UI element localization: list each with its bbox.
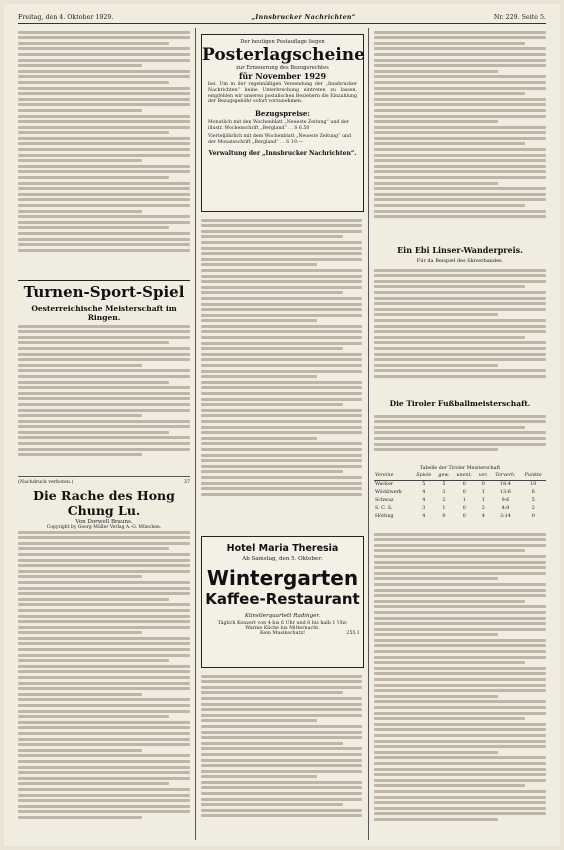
ad-date: Ab Samstag, den 5. Oktober: xyxy=(242,556,323,562)
table-cell: 0 xyxy=(442,514,446,519)
middle-column-news-bottom xyxy=(201,672,362,840)
table-header-cell: Spiele xyxy=(412,472,435,481)
subscription-notice-box xyxy=(201,34,364,212)
article-text xyxy=(18,31,190,277)
league-table xyxy=(374,466,546,528)
linser-heading xyxy=(374,242,546,262)
table-cell: 2 xyxy=(442,498,446,503)
header-rule xyxy=(18,23,546,24)
table-cell: 0 xyxy=(462,490,466,495)
table-header-cell: Vereine xyxy=(374,472,412,481)
installment-number: 37 xyxy=(183,480,190,485)
notice-intro: Der heutigen Postauflage liegen xyxy=(240,39,325,45)
notice-sub1: zur Erneuerung des Bezugsrechtes xyxy=(236,65,329,71)
table-row xyxy=(374,505,546,513)
ad-code: 255 I xyxy=(346,631,359,636)
right-column-news-bottom xyxy=(374,530,546,842)
subheading-wanderpreis: Für da Beispiel des Skiverbandes. xyxy=(416,258,504,264)
price-monthly: Monatlich mit den Wochenblatt „Neueste Zeitung“ und der illustr. Wochenschrift „Bergland“ . . S 6.50 xyxy=(208,120,349,131)
newspaper-page xyxy=(4,4,560,846)
table-cell: 0 xyxy=(462,482,466,487)
page-header xyxy=(18,12,546,22)
serial-text xyxy=(18,528,190,840)
notice-title: Posterlagscheine xyxy=(202,45,365,65)
table-cell: 1 xyxy=(481,490,485,495)
ad-music-text: Kein Musikschutz! xyxy=(259,631,306,636)
table-cell: 1 xyxy=(442,506,446,511)
table-cell: 5 xyxy=(442,482,446,487)
table-cell: 0 xyxy=(481,482,485,487)
table-cell: 3 xyxy=(442,490,446,495)
header-masthead: „Innsbrucker Nachrichten“ xyxy=(251,13,356,21)
table-cell: 4 xyxy=(422,490,426,495)
table-title: Tabelle der Tiroler Meisterschaft xyxy=(419,466,501,471)
notice-month: für November 1929 xyxy=(238,71,327,81)
table-cell: 4 xyxy=(422,514,426,519)
table-cell: Hötting xyxy=(375,514,394,519)
table-header-cell: Torverh. xyxy=(490,472,520,481)
standings-table xyxy=(374,472,546,521)
hotel-advertisement xyxy=(201,536,364,668)
table-cell: 1 xyxy=(462,498,466,503)
heading-wanderpreis: Ein Ebi Linser-Wanderpreis. xyxy=(397,245,523,255)
sports-section-header xyxy=(18,280,190,320)
table-cell: 3 xyxy=(422,506,426,511)
table-cell: 5 xyxy=(531,498,535,503)
table-cell: 13:6 xyxy=(500,490,511,495)
table-cell: 5 xyxy=(422,482,426,487)
table-header-row xyxy=(374,472,546,481)
table-cell: 0 xyxy=(462,514,466,519)
table-cell: 9:6 xyxy=(501,498,510,503)
table-cell: S. C. S. xyxy=(375,506,393,511)
table-cell: 18:4 xyxy=(500,482,511,487)
table-header-cell: ver. xyxy=(476,472,490,481)
ad-music-note xyxy=(202,631,363,636)
section-rule xyxy=(18,476,190,477)
column-rule xyxy=(195,28,196,840)
table-cell: 6 xyxy=(531,490,535,495)
left-column-news xyxy=(18,28,190,278)
notice-text: bei. Um in der regelmäßigen Versendung der „Innsbrucker Nachrichten“ keine Unterbrechung eintreten zu lassen, empfehlen wir unseren postalischen Beziehern die Einzahlung der Bezugsgebühr sofort vorzunehmen. xyxy=(208,82,357,105)
right-column-news-mid xyxy=(374,266,546,394)
ad-kaffee-restaurant: Kaffee-Restaurant xyxy=(205,590,360,608)
serial-header xyxy=(18,480,190,530)
serial-author: Von Dorwell Brauns. xyxy=(75,519,133,525)
table-cell: Wöcklwerk xyxy=(375,490,402,495)
football-intro xyxy=(374,412,546,464)
ad-concert-times: Täglich Konzert von 4 bis 6 Uhr und 8 bis halb 1 Uhr. xyxy=(217,621,348,626)
header-date: Freitag, den 4. Oktober 1929. xyxy=(18,13,114,21)
right-column-news-top xyxy=(374,28,546,242)
ad-quartet: Künstlerquartett Radinger. xyxy=(244,613,321,619)
prices-title: Bezugspreise: xyxy=(255,109,310,119)
table-row xyxy=(374,481,546,490)
sports-subtitle: Oesterreichische Meisterschaft im Ringen. xyxy=(31,304,177,322)
table-row xyxy=(374,489,546,497)
serial-title: Die Rache des Hong Chung Lu. xyxy=(33,488,175,518)
table-row xyxy=(374,497,546,505)
table-header-cell: unent. xyxy=(453,472,476,481)
table-cell: 0 xyxy=(531,514,535,519)
football-heading xyxy=(374,396,546,410)
table-row xyxy=(374,513,546,521)
sports-article xyxy=(18,322,190,472)
table-cell: 2 xyxy=(531,506,535,511)
ad-kitchen: Warme Küche bis Mitternacht. xyxy=(245,626,320,631)
table-cell: Schwaz xyxy=(375,498,394,503)
middle-column-news xyxy=(201,216,362,532)
table-body xyxy=(374,481,546,522)
table-cell: 10 xyxy=(530,482,537,487)
table-cell: 4 xyxy=(481,514,485,519)
serial-copyright: Copyright by Georg Müller Verlag A.-G. München. xyxy=(46,525,162,530)
table-cell: 0 xyxy=(462,506,466,511)
table-cell: 3:14 xyxy=(500,514,511,519)
table-cell: 1 xyxy=(481,498,485,503)
table-header-cell: Punkte xyxy=(520,472,546,481)
notice-signoff: Verwaltung der „Innsbrucker Nachrichten“. xyxy=(208,150,357,158)
header-page-number: Nr. 229. Seite 5. xyxy=(493,13,546,21)
table-cell: 2 xyxy=(481,506,485,511)
column-rule xyxy=(368,28,369,840)
price-quarterly: Vierteljährlich mit dem Wochenblatt „Neueste Zeitung“ und der Monatsschrift „Bergland“ . . S 19.— xyxy=(208,133,351,145)
sports-title: Turnen-Sport-Spiel xyxy=(23,283,185,301)
table-cell: Wacker xyxy=(375,482,394,487)
ad-hotel-name: Hotel Maria Theresia xyxy=(226,543,339,554)
table-cell: 4:9 xyxy=(501,506,510,511)
heading-fussball: Die Tiroler Fußballmeisterschaft. xyxy=(389,399,531,408)
table-cell: 4 xyxy=(422,498,426,503)
reprint-note: (Nachdruck verboten.) xyxy=(18,480,74,485)
ad-wintergarten: Wintergarten xyxy=(206,566,359,590)
table-header-cell: gew. xyxy=(435,472,452,481)
